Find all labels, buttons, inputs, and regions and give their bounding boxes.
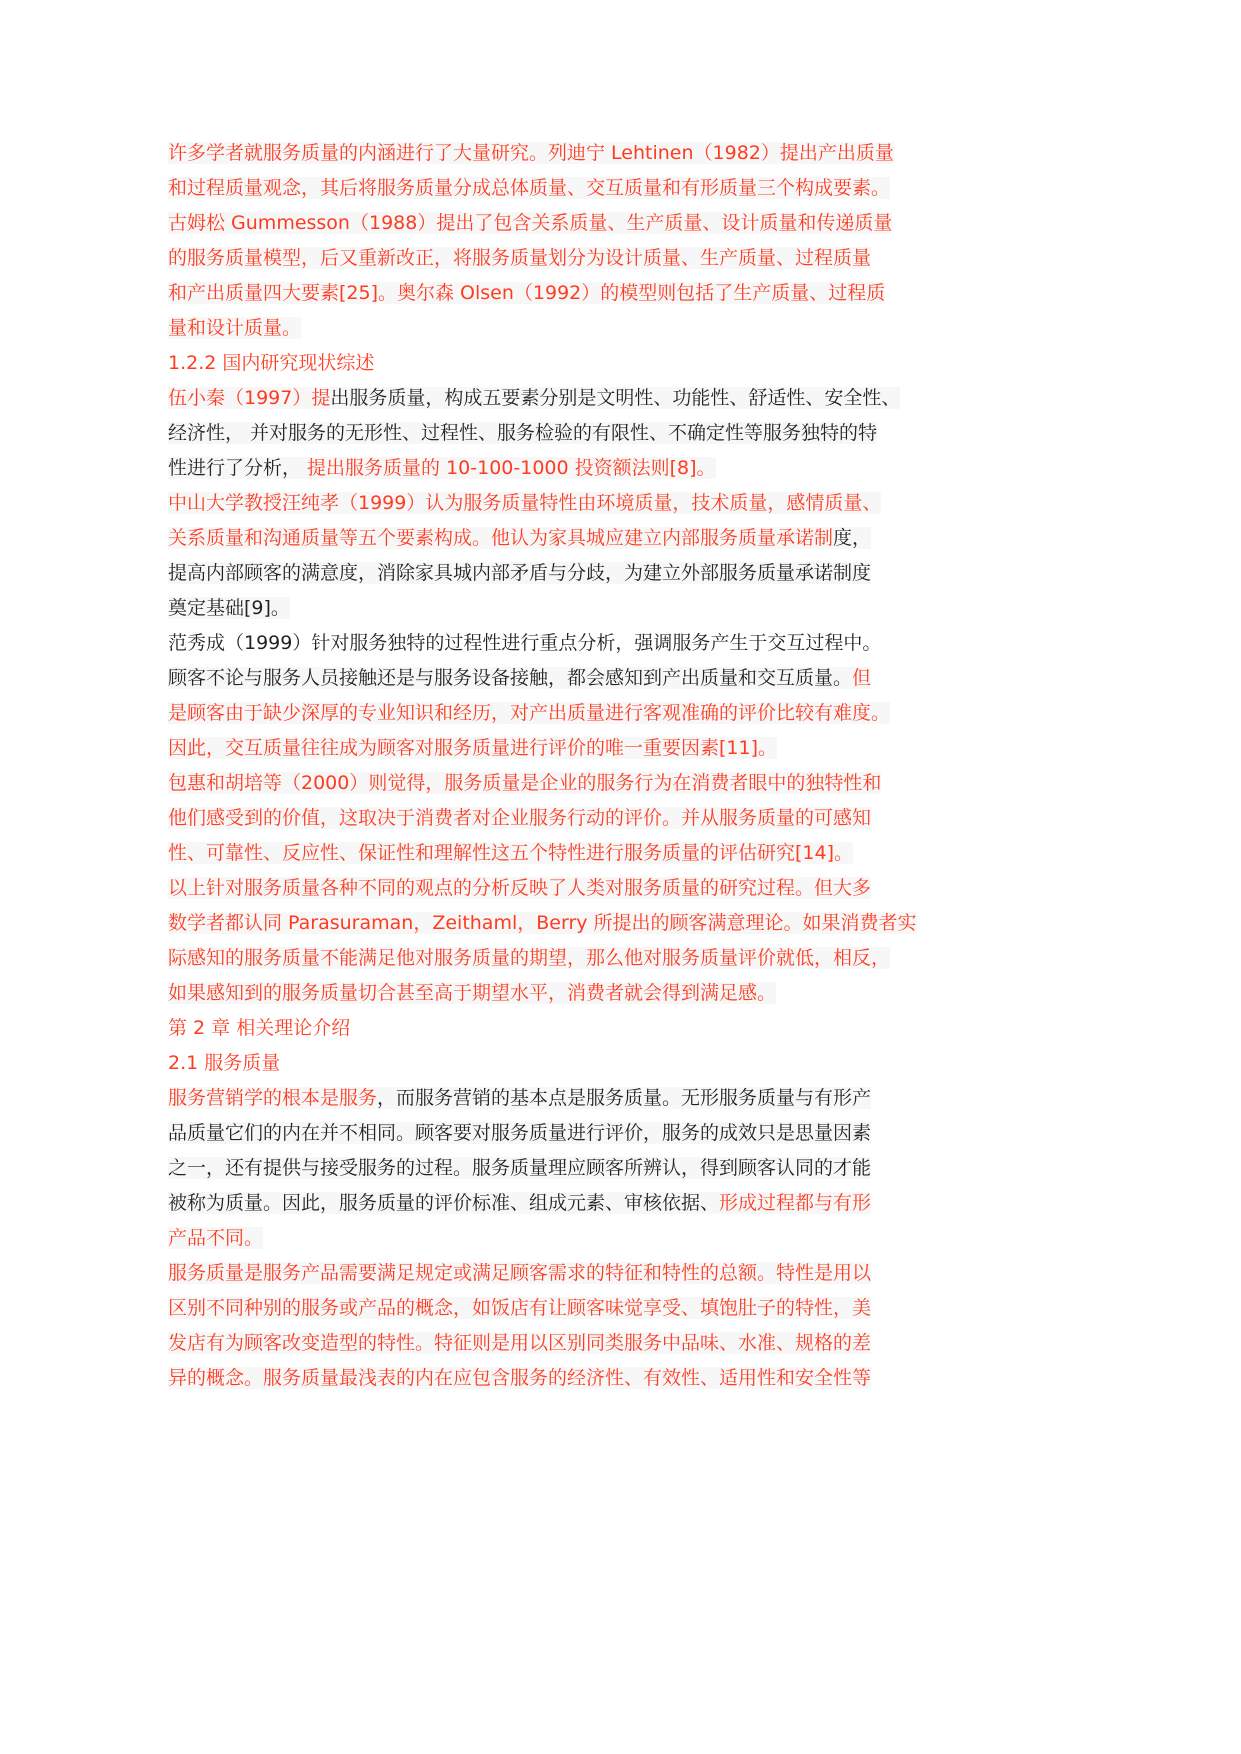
text-line (168, 836, 968, 871)
text-line (168, 381, 968, 416)
text-line (168, 626, 968, 661)
text-run: 被称为质量。因此，服务质量的评价标准、组成元素、审核依据、 (168, 1192, 720, 1214)
text-line (168, 766, 968, 801)
text-run: 是顾客由于缺少深厚的专业知识和经历，对产出质量进行客观准确的评价比较有难度。 (168, 702, 891, 724)
text-run: 际感知的服务质量不能满足他对服务质量的期望，那么他对服务质量评价就低，相反， (168, 947, 891, 969)
text-run: 服务营销学的根本是服务 (168, 1087, 378, 1109)
text-run: 经济性， 并对服务的无形性、过程性、服务检验的有限性、不确定性等服务独特的特 (168, 422, 878, 444)
text-run: 发店有为顾客改变造型的特性。特征则是用以区别同类服务中品味、水准、规格的差 (168, 1332, 872, 1354)
text-line (168, 416, 968, 451)
text-line (168, 1081, 968, 1116)
text-run: 形成过程都与有形 (719, 1192, 872, 1214)
text-run: ，而服务营销的基本点是服务质量。无形服务质量与有形产 (377, 1087, 872, 1109)
text-line (168, 1256, 968, 1291)
text-run: 出服务质量，构成五要素分别是文明性、功能性、舒适性、安全性、 (330, 387, 901, 409)
text-line (168, 1011, 968, 1046)
text-run: 1.2.2 国内研究现状综述 (168, 352, 375, 374)
text-run: 的服务质量模型，后又重新改正，将服务质量划分为设计质量、生产质量、过程质量 (168, 247, 872, 269)
text-run: 和产出质量四大要素[25]。奥尔森 Olsen（1992）的模型则包括了生产质量、过程质 (168, 282, 886, 304)
text-line (168, 346, 968, 381)
text-run: 异的概念。服务质量最浅表的内在应包含服务的经济性、有效性、适用性和安全性等 (168, 1367, 872, 1389)
text-line (168, 556, 968, 591)
text-run: 范秀成（1999）针对服务独特的过程性进行重点分析，强调服务产生于交互过程中。 (168, 632, 882, 654)
text-line (168, 906, 968, 941)
text-run: 量和设计质量。 (168, 317, 302, 339)
text-line (168, 521, 968, 556)
document-body (168, 136, 968, 1396)
text-line (168, 1361, 968, 1396)
text-line (168, 486, 968, 521)
text-run: 但 (852, 667, 872, 689)
text-run: 第 2 章 相关理论介绍 (168, 1017, 351, 1039)
text-run: 区别不同种别的服务或产品的概念，如饭店有让顾客味觉享受、填饱肚子的特性，美 (168, 1297, 872, 1319)
text-run: 产品不同。 (168, 1227, 264, 1249)
text-run: 中山大学教授汪纯孝（1999）认为服务质量特性由环境质量，技术质量，感情质量、 (168, 492, 882, 514)
text-line (168, 1046, 968, 1081)
text-line (168, 871, 968, 906)
text-line (168, 1326, 968, 1361)
text-line (168, 1186, 968, 1221)
text-run: 性进行了分析， (168, 457, 308, 479)
text-run: 2.1 服务质量 (168, 1052, 281, 1074)
text-line (168, 311, 968, 346)
text-run: 提出服务质量的 10-100-1000 投资额法则[8]。 (307, 457, 716, 479)
text-line (168, 941, 968, 976)
text-run: 他们感受到的价值，这取决于消费者对企业服务行动的评价。并从服务质量的可感知 (168, 807, 872, 829)
text-line (168, 206, 968, 241)
text-line (168, 241, 968, 276)
text-run: 性、可靠性、反应性、保证性和理解性这五个特性进行服务质量的评估研究[14]。 (168, 842, 854, 864)
text-line (168, 591, 968, 626)
text-line (168, 1221, 968, 1256)
text-run: 许多学者就服务质量的内涵进行了大量研究。列迪宁 Lehtinen（1982）提出产出质量 (168, 142, 894, 164)
text-line (168, 1291, 968, 1326)
text-run: 度， (833, 527, 872, 549)
text-line (168, 171, 968, 206)
text-line (168, 696, 968, 731)
text-run: 奠定基础[9]。 (168, 597, 290, 619)
text-run: 品质量它们的内在并不相同。顾客要对服务质量进行评价，服务的成效只是思量因素 (168, 1122, 872, 1144)
text-run: 之一，还有提供与接受服务的过程。服务质量理应顾客所辨认，得到顾客认同的才能 (168, 1157, 872, 1179)
text-run: 因此，交互质量往往成为顾客对服务质量进行评价的唯一重要因素[11]。 (168, 737, 778, 759)
text-line (168, 731, 968, 766)
text-line (168, 451, 968, 486)
text-run: 顾客不论与服务人员接触还是与服务设备接触，都会感知到产出质量和交互质量。 (168, 667, 853, 689)
text-run: 古姆松 Gummesson（1988）提出了包含关系质量、生产质量、设计质量和传递质量 (168, 212, 893, 234)
text-line (168, 1151, 968, 1186)
text-line (168, 661, 968, 696)
text-run: 伍小秦（1997）提 (168, 387, 331, 409)
text-line (168, 136, 968, 171)
text-line (168, 976, 968, 1011)
text-line (168, 1116, 968, 1151)
text-run: 包惠和胡培等（2000）则觉得，服务质量是企业的服务行为在消费者眼中的独特性和 (168, 772, 882, 794)
text-run: 数学者都认同 Parasuraman，Zeithaml，Berry 所提出的顾客满意理论。如果消费者实 (168, 912, 917, 934)
text-run: 提高内部顾客的满意度，消除家具城内部矛盾与分歧，为建立外部服务质量承诺制度 (168, 562, 872, 584)
text-run: 如果感知到的服务质量切合甚至高于期望水平，消费者就会得到满足感。 (168, 982, 777, 1004)
text-run: 以上针对服务质量各种不同的观点的分析反映了人类对服务质量的研究过程。但大多 (168, 877, 872, 899)
text-run: 和过程质量观念，其后将服务质量分成总体质量、交互质量和有形质量三个构成要素。 (168, 177, 891, 199)
text-run: 关系质量和沟通质量等五个要素构成。他认为家具城应建立内部服务质量承诺制 (168, 527, 834, 549)
text-run: 服务质量是服务产品需要满足规定或满足顾客需求的特征和特性的总额。特性是用以 (168, 1262, 872, 1284)
text-line (168, 276, 968, 311)
text-line (168, 801, 968, 836)
